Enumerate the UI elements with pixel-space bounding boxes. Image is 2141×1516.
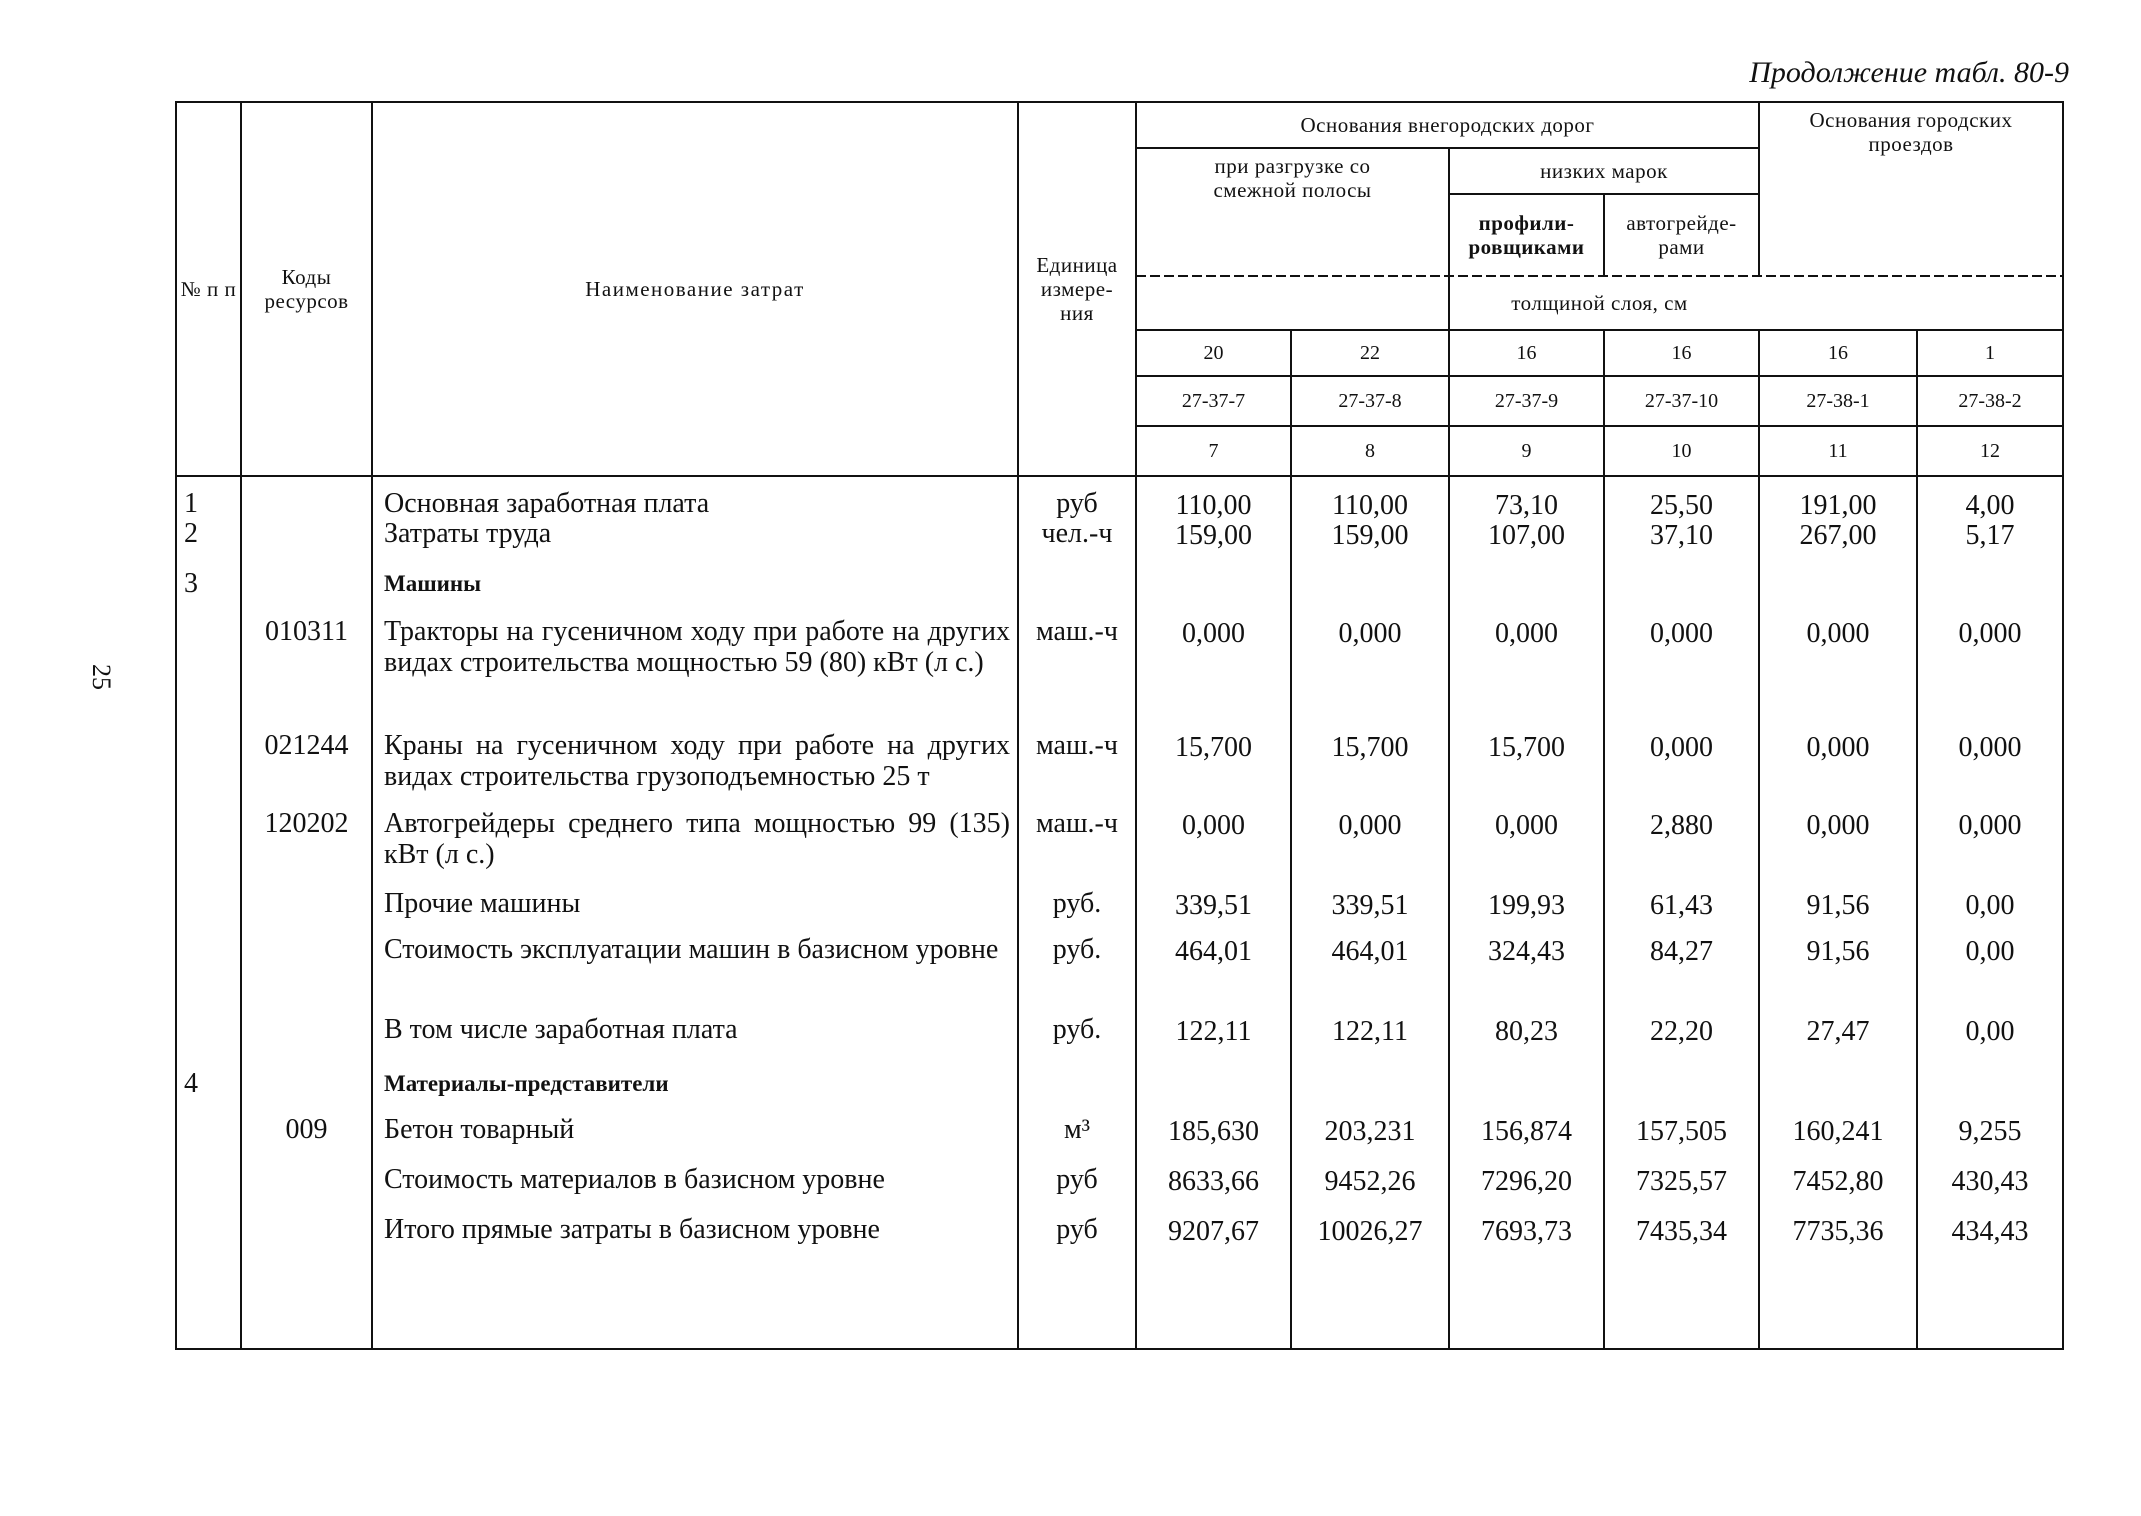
value-cell: 159,00 (1175, 520, 1252, 551)
value-cell: 110,00 (1175, 490, 1252, 521)
value-cell: 339,51 (1175, 890, 1252, 921)
value-cell: 7296,20 (1481, 1166, 1572, 1197)
header-sub-profilers: профили-ровщиками (1468, 210, 1585, 259)
value-cell: 15,700 (1331, 732, 1409, 763)
value-cell: 0,000 (1182, 810, 1245, 841)
value-cell: 0,000 (1650, 618, 1713, 649)
value-cell: 267,00 (1799, 520, 1877, 551)
row-number: 2 (184, 518, 198, 549)
value-cell: 122,11 (1332, 1016, 1408, 1047)
value-cell: 0,000 (1338, 810, 1402, 841)
value-cell: 7435,34 (1636, 1216, 1727, 1247)
thickness-value: 1 (1985, 341, 1995, 364)
value-cell: 15,700 (1175, 732, 1252, 763)
value-cell: 157,505 (1636, 1116, 1727, 1147)
unit-cell: руб (1056, 488, 1098, 519)
header-nn: № п п (180, 276, 237, 301)
value-cell: 0,000 (1338, 618, 1402, 649)
column-number: 11 (1828, 439, 1848, 462)
value-cell: 339,51 (1331, 890, 1409, 921)
value-cell: 0,000 (1182, 618, 1245, 649)
header-group-city: Основания городских проездов (1809, 108, 2013, 157)
value-cell: 84,27 (1650, 936, 1713, 967)
cost-name: Стоимость материалов в базисном уровне (384, 1164, 885, 1195)
value-cell: 464,01 (1175, 936, 1252, 967)
cost-name: Основная заработная плата (384, 488, 710, 519)
thickness-value: 16 (1516, 341, 1537, 364)
value-cell: 4,00 (1965, 490, 2015, 521)
value-cell: 0,00 (1965, 890, 2015, 921)
value-cell: 0,00 (1965, 1016, 2015, 1047)
value-cell: 191,00 (1799, 490, 1877, 521)
value-cell: 434,43 (1951, 1216, 2029, 1247)
column-number: 10 (1671, 439, 1692, 462)
value-cell: 0,000 (1495, 810, 1558, 841)
value-cell: 10026,27 (1317, 1216, 1423, 1247)
cost-name: Итого прямые затраты в базисном уровне (384, 1214, 880, 1245)
header-codes: Коды ресурсов (264, 264, 349, 313)
unit-cell: м³ (1063, 1114, 1091, 1145)
value-cell: 0,000 (1806, 810, 1870, 841)
value-cell: 110,00 (1332, 490, 1408, 521)
value-cell: 0,000 (1958, 810, 2022, 841)
value-cell: 80,23 (1495, 1016, 1558, 1047)
unit-cell: маш.-ч (1036, 730, 1118, 761)
resource-code: 021244 (264, 730, 349, 761)
value-cell: 73,10 (1495, 490, 1558, 521)
value-cell: 27,47 (1806, 1016, 1870, 1047)
unit-cell: маш.-ч (1036, 616, 1118, 647)
norm-code: 27-37-9 (1494, 389, 1559, 412)
unit-cell: руб (1056, 1214, 1098, 1245)
value-cell: 7325,57 (1636, 1166, 1727, 1197)
cost-name: Затраты труда (384, 518, 552, 549)
value-cell: 0,000 (1958, 618, 2022, 649)
column-number: 7 (1208, 439, 1219, 462)
value-cell: 7452,80 (1792, 1166, 1884, 1197)
header-thickness: толщиной слоя, см (1511, 290, 1688, 315)
norm-code: 27-37-7 (1181, 389, 1246, 412)
value-cell: 5,17 (1965, 520, 2015, 551)
value-cell: 25,50 (1650, 490, 1713, 521)
value-cell: 0,00 (1965, 936, 2015, 967)
cost-name: Материалы-представители (384, 1071, 669, 1096)
cost-name: Краны на гусеничном ходу при работе на других видах строительства грузоподъемностью 25 т (384, 730, 1010, 792)
unit-cell: чел.-ч (1041, 518, 1113, 549)
value-cell: 9,255 (1958, 1116, 2022, 1147)
value-cell: 7693,73 (1481, 1216, 1572, 1247)
value-cell: 0,000 (1806, 618, 1870, 649)
value-cell: 464,01 (1331, 936, 1409, 967)
header-sub-low: низких марок (1540, 158, 1668, 183)
value-cell: 91,56 (1806, 890, 1870, 921)
header-group-outside: Основания внегородских дорог (1300, 112, 1595, 137)
value-cell: 22,20 (1650, 1016, 1713, 1047)
cost-name: В том числе заработная плата (384, 1014, 738, 1045)
value-cell: 0,000 (1958, 732, 2022, 763)
value-cell: 9207,67 (1168, 1216, 1259, 1247)
column-number: 8 (1365, 439, 1375, 462)
header-name: Наименование затрат (585, 276, 805, 301)
value-cell: 7735,36 (1792, 1216, 1884, 1247)
value-cell: 159,00 (1331, 520, 1409, 551)
column-number: 12 (1980, 439, 2000, 462)
resource-code: 120202 (264, 808, 349, 839)
value-cell: 0,000 (1495, 618, 1558, 649)
header-unit: Единица измере-ния (1036, 252, 1118, 326)
value-cell: 0,000 (1806, 732, 1870, 763)
page-number: 25 (87, 664, 116, 690)
value-cell: 15,700 (1488, 732, 1565, 763)
thickness-value: 20 (1203, 341, 1224, 364)
unit-cell: руб. (1052, 1014, 1102, 1045)
header-sub-graders: автогрейде-рами (1626, 210, 1737, 259)
unit-cell: руб (1056, 1164, 1098, 1195)
norm-code: 27-37-10 (1644, 389, 1719, 412)
value-cell: 2,880 (1650, 810, 1713, 841)
value-cell: 160,241 (1792, 1116, 1884, 1147)
norm-code: 27-38-1 (1806, 389, 1870, 412)
unit-cell: маш.-ч (1036, 808, 1118, 839)
value-cell: 37,10 (1650, 520, 1713, 551)
value-cell: 185,630 (1168, 1116, 1259, 1147)
value-cell: 8633,66 (1168, 1166, 1259, 1197)
value-cell: 203,231 (1324, 1116, 1416, 1147)
cost-name: Тракторы на гусеничном ходу при работе на других видах строительства мощностью 59 (80) кВт (л с.) (384, 616, 1010, 678)
cost-name: Бетон товарный (384, 1114, 575, 1145)
row-number: 1 (184, 488, 198, 519)
column-number: 9 (1521, 439, 1532, 462)
value-cell: 122,11 (1175, 1016, 1252, 1047)
value-cell: 156,874 (1481, 1116, 1572, 1147)
value-cell: 9452,26 (1324, 1166, 1416, 1197)
value-cell: 430,43 (1951, 1166, 2029, 1197)
unit-cell: руб. (1052, 888, 1102, 919)
header-sub-adjacent: при разгрузке со смежной полосы (1213, 154, 1372, 203)
row-number: 3 (184, 568, 198, 599)
value-cell: 107,00 (1488, 520, 1565, 551)
row-number: 4 (184, 1068, 198, 1099)
unit-cell: руб. (1052, 934, 1102, 965)
value-cell: 0,000 (1650, 732, 1713, 763)
value-cell: 91,56 (1806, 936, 1870, 967)
norm-code: 27-38-2 (1958, 389, 2022, 412)
cost-name: Стоимость эксплуатации машин в базисном уровне (384, 934, 999, 965)
cost-name: Прочие машины (384, 888, 581, 919)
norm-code: 27-37-8 (1338, 389, 1402, 412)
resource-code: 009 (285, 1114, 328, 1145)
cost-name: Машины (384, 571, 482, 596)
table-caption: Продолжение табл. 80-9 (1749, 56, 2069, 89)
value-cell: 199,93 (1488, 890, 1565, 921)
thickness-value: 22 (1360, 341, 1380, 364)
thickness-value: 16 (1671, 341, 1692, 364)
cost-name: Автогрейдеры среднего типа мощностью 99 (135) кВт (л с.) (384, 808, 1010, 870)
value-cell: 324,43 (1488, 936, 1565, 967)
thickness-value: 16 (1828, 341, 1848, 364)
value-cell: 61,43 (1650, 890, 1713, 921)
resource-code: 010311 (265, 616, 348, 647)
